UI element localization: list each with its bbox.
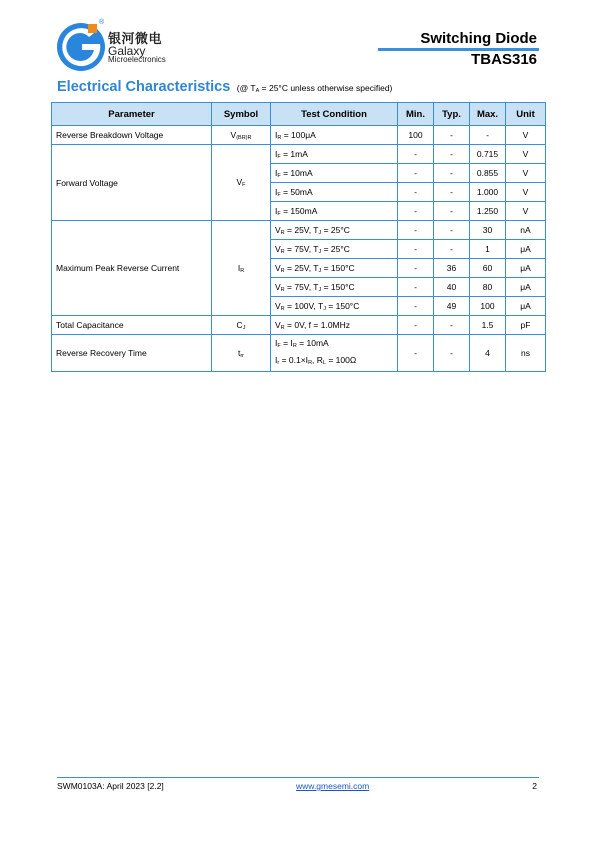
condition-cell: $V_R = 25V$, $T_J = 25^\circ C$ bbox=[271, 221, 398, 240]
table-row bbox=[52, 316, 546, 335]
section-heading bbox=[57, 78, 392, 96]
symbol-cell: $C_J$ bbox=[212, 316, 271, 335]
typ-cell: - bbox=[434, 202, 470, 221]
galaxy-logo-icon bbox=[56, 22, 108, 72]
electrical-characteristics-table bbox=[51, 102, 546, 372]
min-cell: 100 bbox=[398, 126, 434, 145]
section-note: (@ $T_A = 25^\circ C$ unless otherwise specified) bbox=[236, 83, 393, 94]
parameter-cell: Reverse Recovery Time bbox=[52, 335, 212, 372]
min-cell: - bbox=[398, 202, 434, 221]
min-cell: - bbox=[398, 259, 434, 278]
condition-cell: $I_F = 10mA$ bbox=[271, 164, 398, 183]
parameter-cell: Reverse Breakdown Voltage bbox=[52, 126, 212, 145]
part-number: TBAS316 bbox=[471, 51, 537, 68]
header-min: Min. bbox=[398, 103, 434, 126]
condition-cell: $V_R = 100V$, $T_J = 150^\circ C$ bbox=[271, 297, 398, 316]
typ-cell: - bbox=[434, 145, 470, 164]
min-cell: - bbox=[398, 221, 434, 240]
condition-line-2: $I_r = 0.1\times I_R$, $R_L = 100\Omega$ bbox=[275, 355, 357, 366]
min-cell: - bbox=[398, 335, 434, 372]
condition-cell bbox=[271, 335, 398, 372]
unit-cell: V bbox=[506, 145, 546, 164]
max-cell: 1 bbox=[470, 240, 506, 259]
table-row bbox=[52, 126, 546, 145]
min-cell: - bbox=[398, 297, 434, 316]
condition-cell: $I_F = 1mA$ bbox=[271, 145, 398, 164]
symbol-cell: $I_R$ bbox=[212, 221, 271, 316]
unit-cell: V bbox=[506, 183, 546, 202]
max-cell: 1.000 bbox=[470, 183, 506, 202]
company-name-chinese: 银河微电 bbox=[108, 32, 163, 47]
typ-cell: - bbox=[434, 183, 470, 202]
parameter-cell: Maximum Peak Reverse Current bbox=[52, 221, 212, 316]
typ-cell: 40 bbox=[434, 278, 470, 297]
unit-cell: μA bbox=[506, 297, 546, 316]
min-cell: - bbox=[398, 145, 434, 164]
max-cell: 4 bbox=[470, 335, 506, 372]
max-cell: 60 bbox=[470, 259, 506, 278]
company-name: Galaxy bbox=[108, 44, 146, 58]
header-test-condition: Test Condition bbox=[271, 103, 398, 126]
typ-cell: 36 bbox=[434, 259, 470, 278]
typ-cell: - bbox=[434, 164, 470, 183]
condition-cell: $I_R = 100\mu A$ bbox=[271, 126, 398, 145]
website-link[interactable]: www.gmesemi.com bbox=[296, 781, 370, 791]
max-cell: 1.5 bbox=[470, 316, 506, 335]
min-cell: - bbox=[398, 183, 434, 202]
company-subname: Microelectronics bbox=[108, 55, 166, 64]
max-cell: 0.855 bbox=[470, 164, 506, 183]
unit-cell: nA bbox=[506, 221, 546, 240]
typ-cell: - bbox=[434, 126, 470, 145]
unit-cell: V bbox=[506, 202, 546, 221]
max-cell: 0.715 bbox=[470, 145, 506, 164]
condition-cell: $V_R = 0V$, f = 1.0MHz bbox=[271, 316, 398, 335]
condition-line-1: $I_F = I_R = 10mA$ bbox=[275, 338, 329, 349]
header-parameter: Parameter bbox=[52, 103, 212, 126]
typ-cell: - bbox=[434, 221, 470, 240]
unit-cell: μA bbox=[506, 240, 546, 259]
unit-cell: V bbox=[506, 126, 546, 145]
registered-mark: ® bbox=[99, 19, 105, 26]
footer-rule bbox=[57, 777, 539, 778]
condition-cell: $I_F = 50mA$ bbox=[271, 183, 398, 202]
table-row bbox=[52, 335, 546, 372]
typ-cell: - bbox=[434, 316, 470, 335]
table-row bbox=[52, 145, 546, 164]
max-cell: 30 bbox=[470, 221, 506, 240]
unit-cell: μA bbox=[506, 278, 546, 297]
table-header-row bbox=[52, 103, 546, 126]
header-unit: Unit bbox=[506, 103, 546, 126]
unit-cell: V bbox=[506, 164, 546, 183]
parameter-cell: Total Capacitance bbox=[52, 316, 212, 335]
header-typ: Typ. bbox=[434, 103, 470, 126]
min-cell: - bbox=[398, 278, 434, 297]
min-cell: - bbox=[398, 316, 434, 335]
header-symbol: Symbol bbox=[212, 103, 271, 126]
document-type: Switching Diode bbox=[420, 30, 537, 47]
min-cell: - bbox=[398, 240, 434, 259]
min-cell: - bbox=[398, 164, 434, 183]
symbol-cell: $V_{(BR)R}$ bbox=[212, 126, 271, 145]
symbol-cell: $V_F$ bbox=[212, 145, 271, 221]
unit-cell: ns bbox=[506, 335, 546, 372]
symbol-cell: $t_{rr}$ bbox=[212, 335, 271, 372]
unit-cell: pF bbox=[506, 316, 546, 335]
max-cell: - bbox=[470, 126, 506, 145]
condition-cell: $V_R = 75V$, $T_J = 150^\circ C$ bbox=[271, 278, 398, 297]
unit-cell: μA bbox=[506, 259, 546, 278]
condition-cell: $I_F = 150mA$ bbox=[271, 202, 398, 221]
page-number: 2 bbox=[532, 781, 537, 791]
typ-cell: - bbox=[434, 240, 470, 259]
header-max: Max. bbox=[470, 103, 506, 126]
max-cell: 80 bbox=[470, 278, 506, 297]
section-title: Electrical Characteristics bbox=[57, 79, 231, 95]
max-cell: 100 bbox=[470, 297, 506, 316]
parameter-cell: Forward Voltage bbox=[52, 145, 212, 221]
max-cell: 1.250 bbox=[470, 202, 506, 221]
condition-cell: $V_R = 75V$, $T_J = 25^\circ C$ bbox=[271, 240, 398, 259]
typ-cell: - bbox=[434, 335, 470, 372]
table-row bbox=[52, 221, 546, 240]
condition-cell: $V_R = 25V$, $T_J = 150^\circ C$ bbox=[271, 259, 398, 278]
typ-cell: 49 bbox=[434, 297, 470, 316]
document-code: SWM0103A: April 2023 [2.2] bbox=[57, 781, 164, 791]
